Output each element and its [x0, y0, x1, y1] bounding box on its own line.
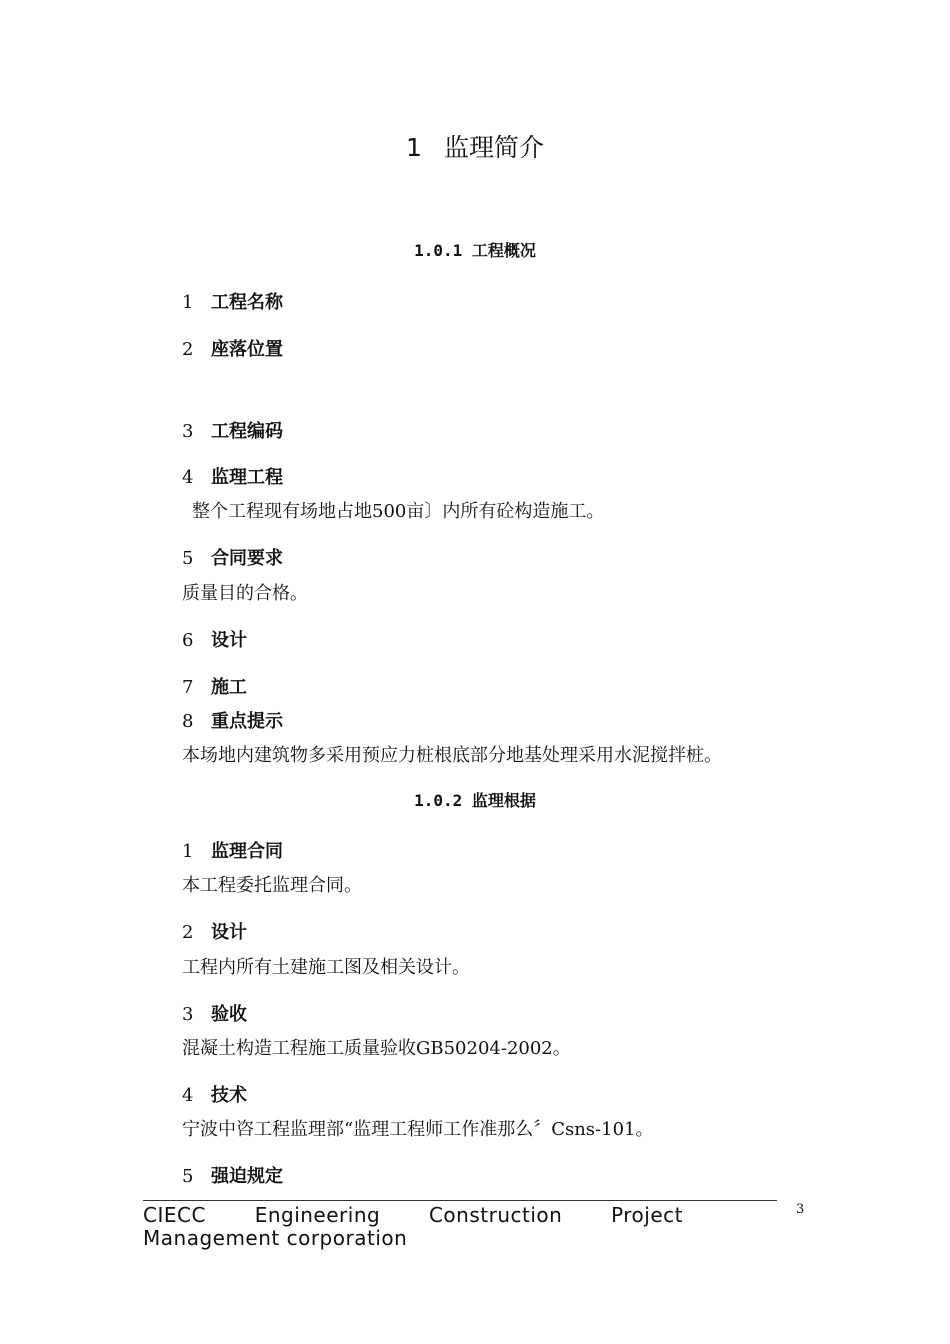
item-label: 工程编码: [211, 421, 283, 442]
item-number: 2: [182, 339, 194, 360]
item-label: 重点提示: [211, 711, 283, 732]
s2-item-2: [182, 918, 247, 944]
s1-item-4: [182, 463, 283, 489]
s2-item-2-text: 工程内所有土建施工图及相关设计。: [182, 957, 470, 978]
s1-item-7: [182, 673, 247, 699]
item-label: 施工: [211, 677, 247, 698]
item-number: 3: [182, 421, 194, 442]
s1-item-1: [182, 288, 283, 314]
s2-item-5: [182, 1162, 283, 1188]
s1-item-8: [182, 707, 283, 733]
s1-item-5-text: 质量目的合格。: [182, 583, 308, 604]
s2-item-1: [182, 837, 283, 863]
item-number: 7: [182, 677, 194, 698]
item-label: 设计: [211, 630, 247, 651]
item-number: 8: [182, 711, 194, 732]
footer-divider: [143, 1200, 777, 1201]
item-number: 1: [182, 841, 194, 862]
section-heading-2: 1.0.2 监理根据: [414, 791, 536, 810]
item-label: 强迫规定: [211, 1166, 283, 1187]
s1-item-3: [182, 417, 283, 443]
chapter-number: 1: [406, 133, 422, 162]
item-number: 4: [182, 467, 194, 488]
item-label: 验收: [211, 1004, 247, 1025]
item-label: 设计: [211, 922, 247, 943]
s1-item-4-text: 整个工程现有场地占地500亩〕内所有砼构造施工。: [192, 501, 605, 522]
s2-item-4-text: 宁波中咨工程监理部“监理工程师工作准那么〞Csns-101。: [182, 1119, 654, 1140]
footer-company: CIECC Engineering Construction Project Management corporation: [143, 1203, 683, 1250]
s2-item-3: [182, 1000, 247, 1026]
item-number: 4: [182, 1085, 194, 1106]
item-number: 5: [182, 548, 194, 569]
s2-item-1-text: 本工程委托监理合同。: [182, 875, 362, 896]
s2-item-4: [182, 1081, 247, 1107]
item-label: 监理工程: [211, 467, 283, 488]
page-title: [0, 128, 950, 164]
item-number: 2: [182, 922, 194, 943]
item-number: 6: [182, 630, 194, 651]
item-number: 5: [182, 1166, 194, 1187]
s1-item-8-text: 本场地内建筑物多采用预应力桩根底部分地基处理采用水泥搅拌桩。: [182, 745, 722, 766]
chapter-title: 监理简介: [443, 133, 544, 162]
item-label: 合同要求: [211, 548, 283, 569]
item-number: 1: [182, 292, 194, 313]
s1-item-5: [182, 544, 283, 570]
s1-item-6: [182, 626, 247, 652]
item-label: 监理合同: [211, 841, 283, 862]
item-label: 技术: [211, 1085, 247, 1106]
s2-item-3-text: 混凝土构造工程施工质量验收GB50204-2002。: [182, 1038, 571, 1059]
item-label: 座落位置: [211, 339, 283, 360]
page-number: 3: [796, 1202, 805, 1217]
item-number: 3: [182, 1004, 194, 1025]
item-label: 工程名称: [211, 292, 283, 313]
s1-item-2: [182, 335, 283, 361]
section-heading-1: 1.0.1 工程概况: [414, 241, 536, 260]
